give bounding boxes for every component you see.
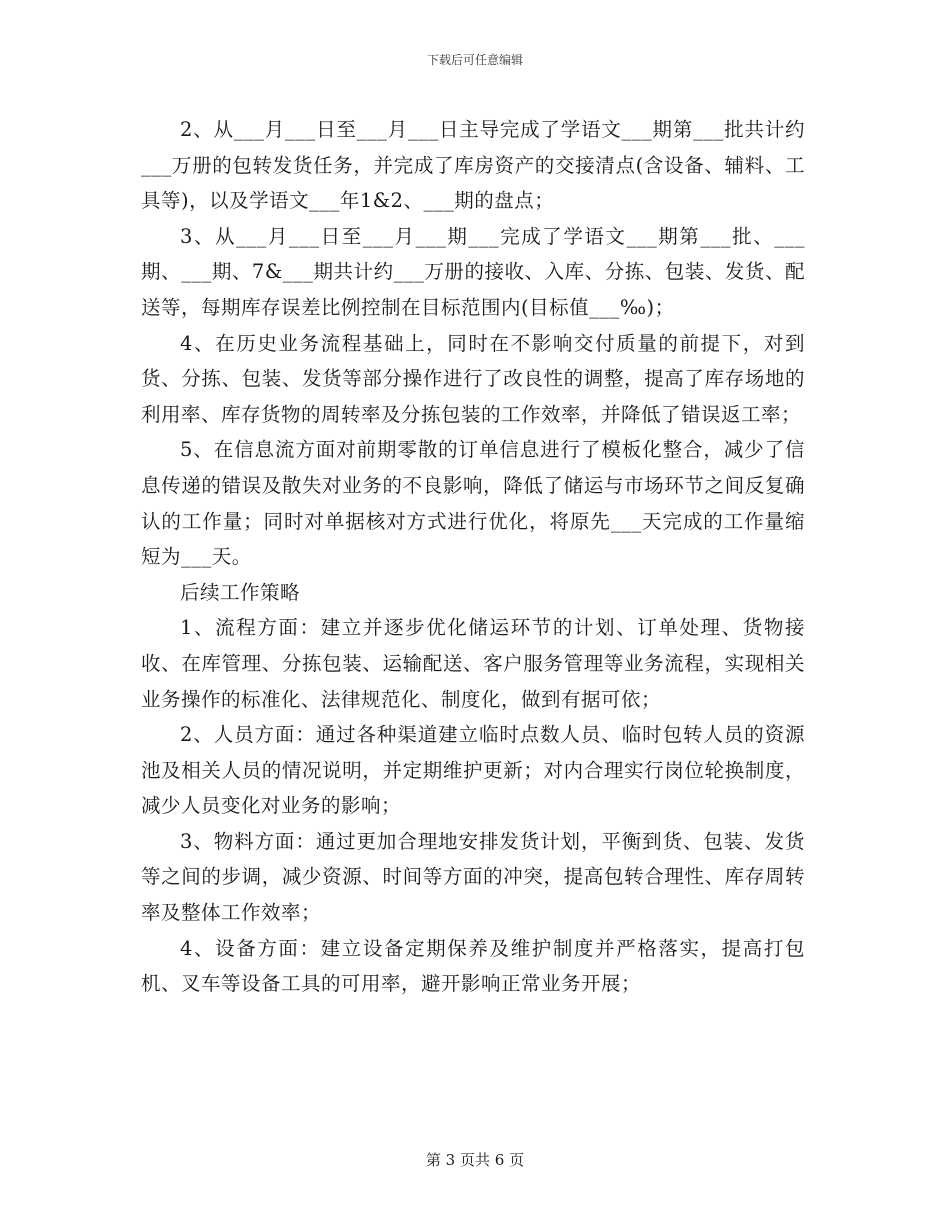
page-number-footer: 第 3 页共 6 页 <box>425 1151 525 1169</box>
strategy-item-2-personnel: 2、人员方面：通过各种渠道建立临时点数人员、临时包转人员的资源池及相关人员的情况说明，并定期维护更新；对内合理实行岗位轮换制度，减少人员变化对业务的影响； <box>141 723 805 818</box>
document-body <box>141 112 805 1002</box>
paragraph-item-2-receipt-dispatch: 2、从___月___日至___月___日主导完成了学语文___期第___批共计约___万册的包转发货任务，并完成了库房资产的交接清点(含设备、辅料、工具等)，以及学语文___年1&2、___期的盘点； <box>141 118 805 213</box>
section-heading-follow-up-strategy: 后续工作策略 <box>180 580 301 604</box>
strategy-item-4-equipment: 4、设备方面：建立设备定期保养及维护制度并严格落实，提高打包机、叉车等设备工具的可用率，避开影响正常业务开展； <box>141 936 805 996</box>
strategy-item-1-process: 1、流程方面：建立并逐步优化储运环节的计划、订单处理、货物接收、在库管理、分拣包装、运输配送、客户服务管理等业务流程，实现相关业务操作的标准化、法律规范化、制度化，做到有据可依； <box>141 616 805 711</box>
paragraph-item-4-process-improvement: 4、在历史业务流程基础上，同时在不影响交付质量的前提下，对到货、分拣、包装、发货等部分操作进行了改良性的调整，提高了库存场地的利用率、库存货物的周转率及分拣包装的工作效率，并降低了错误返工率； <box>141 331 805 426</box>
paragraph-item-5-information-flow: 5、在信息流方面对前期零散的订单信息进行了模板化整合，减少了信息传递的错误及散失对业务的不良影响，降低了储运与市场环节之间反复确认的工作量；同时对单据核对方式进行优化，将原先___天完成的工作量缩短为___天。 <box>141 438 805 569</box>
page-header: 下载后可任意编辑 <box>426 53 523 67</box>
paragraph-item-3-inbound-sorting: 3、从___月___日至___月___期___完成了学语文___期第___批、___期、___期、7&___期共计约___万册的接收、入库、分拣、包装、发货、配送等，每期库存误差比例控制在目标范围内(目标值___‰)； <box>141 224 805 319</box>
strategy-item-3-materials: 3、物料方面：通过更加合理地安排发货计划，平衡到货、包装、发货等之间的步调，减少资源、时间等方面的冲突，提高包转合理性、库存周转率及整体工作效率； <box>141 829 805 925</box>
